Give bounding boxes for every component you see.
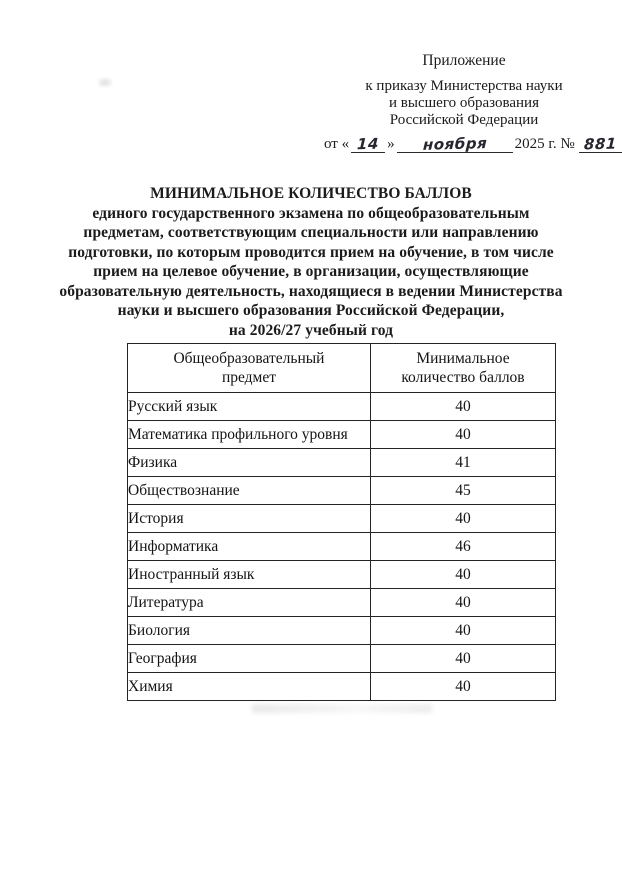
subject-cell: Обществознание bbox=[128, 477, 371, 505]
handwritten-day-field bbox=[351, 134, 385, 154]
table-row bbox=[128, 673, 556, 701]
table-row bbox=[128, 449, 556, 477]
handwritten-order-number: 881 bbox=[583, 134, 618, 154]
score-cell: 40 bbox=[370, 561, 555, 589]
document-title bbox=[40, 184, 582, 340]
appendix-header-block bbox=[318, 52, 618, 154]
table-row bbox=[128, 645, 556, 673]
handwritten-month-field bbox=[397, 134, 513, 154]
subject-cell: История bbox=[128, 505, 371, 533]
table-row bbox=[128, 477, 556, 505]
min-scores-table bbox=[127, 343, 556, 701]
table-row bbox=[128, 617, 556, 645]
subject-cell: Русский язык bbox=[128, 393, 371, 421]
score-cell: 41 bbox=[370, 449, 555, 477]
table-header-row bbox=[128, 344, 556, 393]
title-line: на 2026/27 учебный год bbox=[228, 321, 394, 339]
title-line: предметам, соответствующим специальности или направлению bbox=[83, 224, 539, 241]
handwritten-number-field bbox=[579, 134, 622, 154]
table-row bbox=[128, 393, 556, 421]
score-cell: 40 bbox=[370, 617, 555, 645]
score-cell: 40 bbox=[370, 673, 555, 701]
subject-cell: Иностранный язык bbox=[128, 561, 371, 589]
table-row bbox=[128, 421, 556, 449]
appendix-label: Приложение bbox=[422, 52, 506, 69]
order-reference-line: Российской Федерации bbox=[389, 112, 539, 128]
table-row bbox=[128, 533, 556, 561]
handwritten-day: 14 bbox=[356, 134, 380, 154]
order-reference-line: к приказу Министерства науки bbox=[365, 78, 563, 94]
table-header-score: Минимальное количество баллов bbox=[370, 344, 555, 393]
score-cell: 40 bbox=[370, 589, 555, 617]
title-line: науки и высшего образования Российской Федерации, bbox=[117, 302, 505, 319]
score-cell: 40 bbox=[370, 421, 555, 449]
subject-cell: Математика профильного уровня bbox=[128, 421, 371, 449]
date-close-quote: » bbox=[387, 136, 395, 152]
subject-cell: Биология bbox=[128, 617, 371, 645]
table-row bbox=[128, 561, 556, 589]
title-line: образовательную деятельность, находящиеся в ведении Министерства bbox=[59, 282, 563, 300]
title-line: единого государственного экзамена по общеобразовательным bbox=[92, 204, 530, 222]
date-prefix: от « bbox=[324, 136, 350, 152]
title-line: МИНИМАЛЬНОЕ КОЛИЧЕСТВО БАЛЛОВ bbox=[150, 185, 472, 202]
subject-cell: Литература bbox=[128, 589, 371, 617]
score-cell: 40 bbox=[370, 645, 555, 673]
score-cell: 40 bbox=[370, 393, 555, 421]
table-header-subject: Общеобразовательный предмет bbox=[128, 344, 371, 393]
subject-cell: Информатика bbox=[128, 533, 371, 561]
subject-cell: Физика bbox=[128, 449, 371, 477]
title-line: подготовки, по которым проводится прием на обучение, в том числе bbox=[68, 243, 554, 261]
scan-speck-artifact bbox=[98, 78, 112, 87]
table-row bbox=[128, 589, 556, 617]
scan-smudge-artifact bbox=[252, 704, 432, 713]
score-cell: 40 bbox=[370, 505, 555, 533]
subject-cell: География bbox=[128, 645, 371, 673]
date-year-part: 2025 г. № bbox=[514, 136, 575, 152]
score-cell: 46 bbox=[370, 533, 555, 561]
subject-cell: Химия bbox=[128, 673, 371, 701]
score-cell: 45 bbox=[370, 477, 555, 505]
order-date-line bbox=[324, 134, 618, 154]
title-line: прием на целевое обучение, в организации, осуществляющие bbox=[93, 263, 529, 280]
handwritten-month: ноября bbox=[422, 134, 488, 154]
order-reference-line: и высшего образования bbox=[389, 95, 539, 111]
table-row bbox=[128, 505, 556, 533]
